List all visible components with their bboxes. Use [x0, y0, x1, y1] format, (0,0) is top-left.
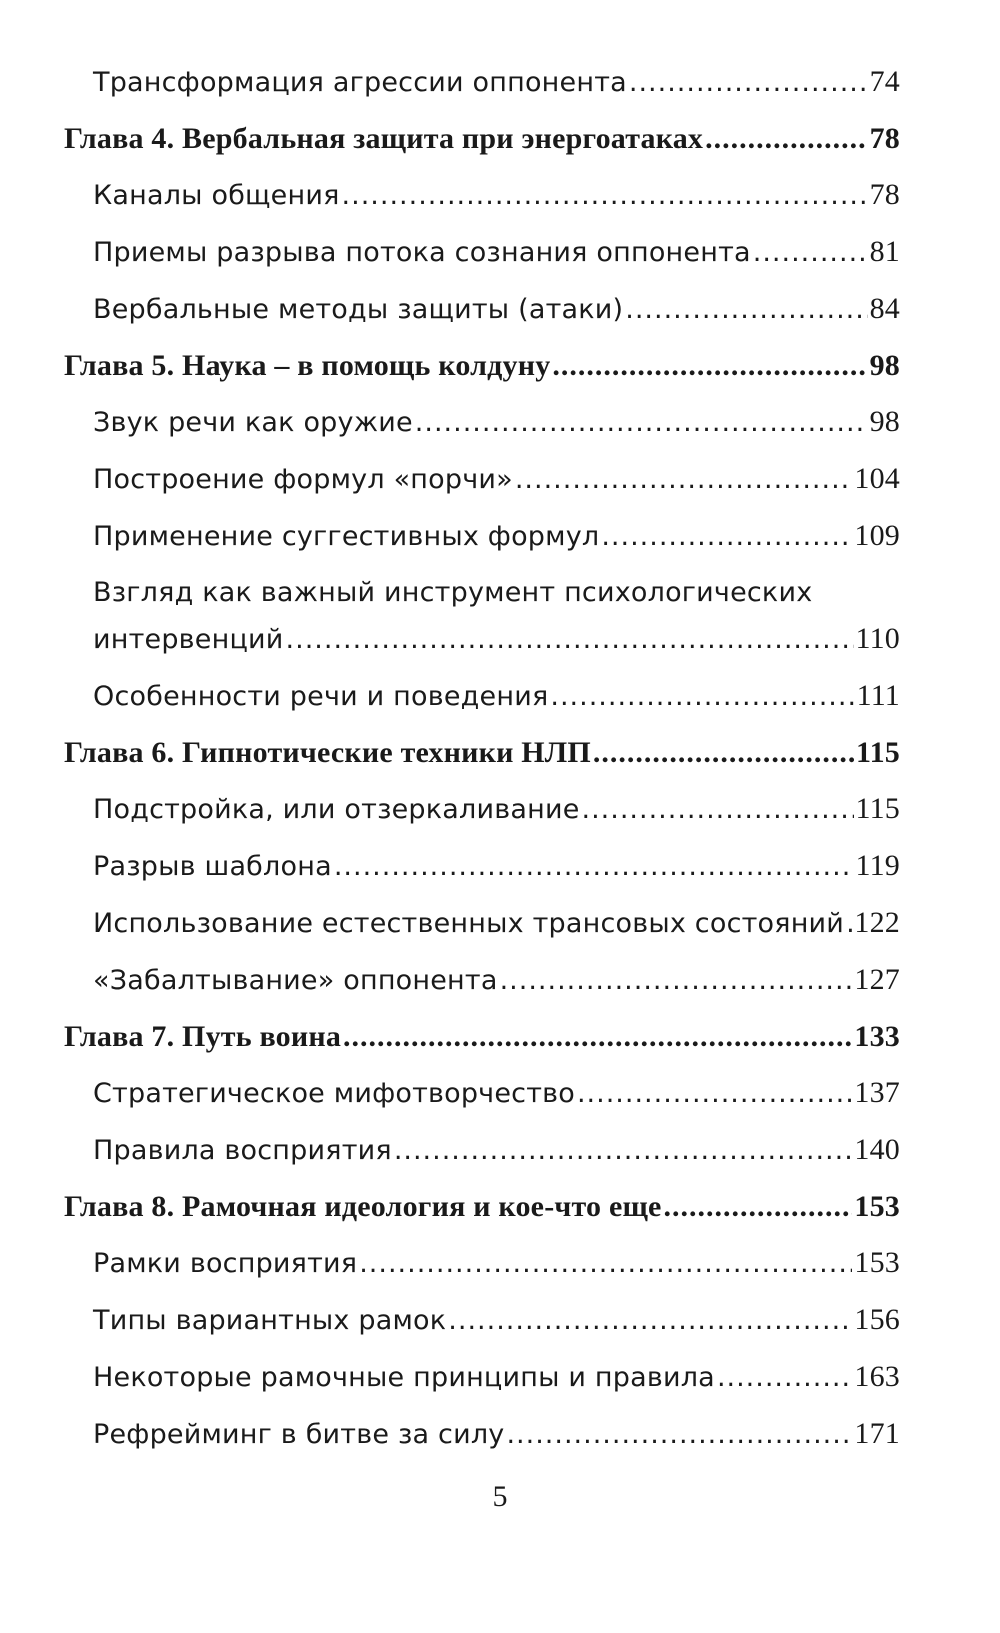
- toc-entry: [64, 905, 900, 942]
- dot-leader: [550, 679, 854, 715]
- toc-entry-page: 109: [854, 519, 900, 552]
- dot-leader: [717, 1360, 852, 1396]
- dot-leader: [415, 405, 868, 441]
- toc-chapter-title: Глава 8. Рамочная идеология и кое-что еще: [64, 1190, 662, 1223]
- toc-entry-title: Каналы общения: [93, 180, 340, 211]
- page-number: 5: [492, 1480, 508, 1513]
- toc-chapter: [64, 348, 900, 384]
- toc-entry-title: «Забалтывание» оппонента: [93, 965, 498, 996]
- dot-leader: [552, 348, 867, 384]
- toc-entry-title-line1: Взгляд как важный инструмент психологических: [93, 577, 813, 608]
- toc-entry-title: Приемы разрыва потока сознания оппонента: [93, 237, 751, 268]
- dot-leader: [664, 1189, 853, 1225]
- toc-chapter: [64, 1019, 900, 1055]
- dot-leader: [705, 121, 867, 157]
- dot-leader: [515, 462, 853, 498]
- toc-entry: [64, 291, 900, 328]
- toc-entry: [64, 518, 900, 555]
- toc-entry-page: 137: [854, 1076, 900, 1109]
- toc-entry-title: Правила восприятия: [93, 1135, 392, 1166]
- toc-entry: [64, 234, 900, 271]
- dot-leader: [334, 849, 854, 885]
- toc-chapter: [64, 735, 900, 771]
- toc-chapter-page: 98: [869, 349, 900, 382]
- dot-leader: [342, 178, 868, 214]
- toc-entry-title: Особенности речи и поведения: [93, 681, 549, 712]
- toc-entry-page: 140: [854, 1133, 900, 1166]
- toc-chapter-page: 115: [856, 736, 900, 769]
- dot-leader: [625, 292, 867, 328]
- toc-entry-page: 156: [854, 1303, 900, 1336]
- toc-chapter-page: 133: [854, 1020, 900, 1053]
- toc-chapter-page: 153: [854, 1190, 900, 1223]
- toc-chapter-title: Глава 7. Путь воина: [64, 1020, 342, 1053]
- toc-entry-page: 111: [856, 679, 900, 712]
- toc-entry-page: 84: [869, 292, 900, 325]
- toc-entry-page: 74: [869, 65, 900, 98]
- table-of-contents: [64, 64, 900, 1473]
- dot-leader: [286, 622, 854, 658]
- toc-entry-title: Рефрейминг в битве за силу: [93, 1419, 505, 1450]
- toc-chapter-page: 78: [869, 122, 900, 155]
- toc-entry-page: 81: [869, 235, 900, 268]
- toc-entry-title: Звук речи как оружие: [93, 407, 413, 438]
- toc-entry: [64, 848, 900, 885]
- toc-chapter: [64, 1189, 900, 1225]
- dot-leader: [846, 906, 852, 942]
- dot-leader: [506, 1417, 852, 1453]
- toc-entry-title: Рамки восприятия: [93, 1248, 358, 1279]
- toc-entry-page: 104: [854, 462, 900, 495]
- toc-entry: [64, 1302, 900, 1339]
- toc-entry-title: Вербальные методы защиты (атаки): [93, 294, 624, 325]
- dot-leader: [343, 1019, 852, 1055]
- toc-entry-page: 98: [869, 405, 900, 438]
- toc-entry-title-line2: интервенций: [93, 624, 284, 655]
- toc-chapter-title: Глава 6. Гипнотические техники НЛП: [64, 736, 591, 769]
- dot-leader: [582, 792, 854, 828]
- toc-entry: [64, 1132, 900, 1169]
- toc-entry-page: 78: [869, 178, 900, 211]
- toc-entry: [64, 791, 900, 828]
- dot-leader: [359, 1246, 852, 1282]
- toc-entry-title: Разрыв шаблона: [93, 851, 332, 882]
- toc-entry-title: Применение суггестивных формул: [93, 521, 600, 552]
- toc-entry: [64, 1359, 900, 1396]
- toc-chapter-title: Глава 5. Наука – в помощь колдуну: [64, 349, 551, 382]
- toc-entry-multiline: [64, 575, 900, 658]
- toc-entry-page: 153: [854, 1246, 900, 1279]
- toc-entry-title: Стратегическое мифотворчество: [93, 1078, 575, 1109]
- toc-entry-title: Использование естественных трансовых состояний: [93, 908, 845, 939]
- dot-leader: [394, 1133, 853, 1169]
- toc-entry: [64, 404, 900, 441]
- toc-entry-title: Типы вариантных рамок: [93, 1305, 447, 1336]
- toc-entry-page: 163: [854, 1360, 900, 1393]
- toc-chapter-title: Глава 4. Вербальная защита при энергоатаках: [64, 122, 704, 155]
- toc-entry: [64, 177, 900, 214]
- toc-entry-title: Подстройка, или отзеркаливание: [93, 794, 580, 825]
- toc-entry-page: 171: [854, 1417, 900, 1450]
- toc-entry: [64, 461, 900, 498]
- dot-leader: [601, 519, 852, 555]
- dot-leader: [753, 235, 868, 271]
- toc-entry-page: 127: [854, 963, 900, 996]
- dot-leader: [593, 735, 854, 771]
- dot-leader: [448, 1303, 852, 1339]
- toc-entry-title: Трансформация агрессии оппонента: [93, 67, 627, 98]
- toc-entry: [64, 678, 900, 715]
- toc-entry: [64, 962, 900, 999]
- toc-entry-page: 115: [855, 792, 900, 825]
- toc-entry: [64, 1416, 900, 1453]
- toc-entry: [64, 1245, 900, 1282]
- toc-entry: [64, 1075, 900, 1112]
- dot-leader: [500, 963, 853, 999]
- toc-entry-title: Построение формул «порчи»: [93, 464, 513, 495]
- dot-leader: [577, 1076, 852, 1112]
- toc-entry-page: 122: [854, 906, 900, 939]
- toc-entry-title: Некоторые рамочные принципы и правила: [93, 1362, 715, 1393]
- toc-chapter: [64, 121, 900, 157]
- dot-leader: [629, 65, 868, 101]
- toc-entry-page: 119: [855, 849, 900, 882]
- toc-entry: [64, 64, 900, 101]
- toc-entry-page: 110: [855, 622, 900, 655]
